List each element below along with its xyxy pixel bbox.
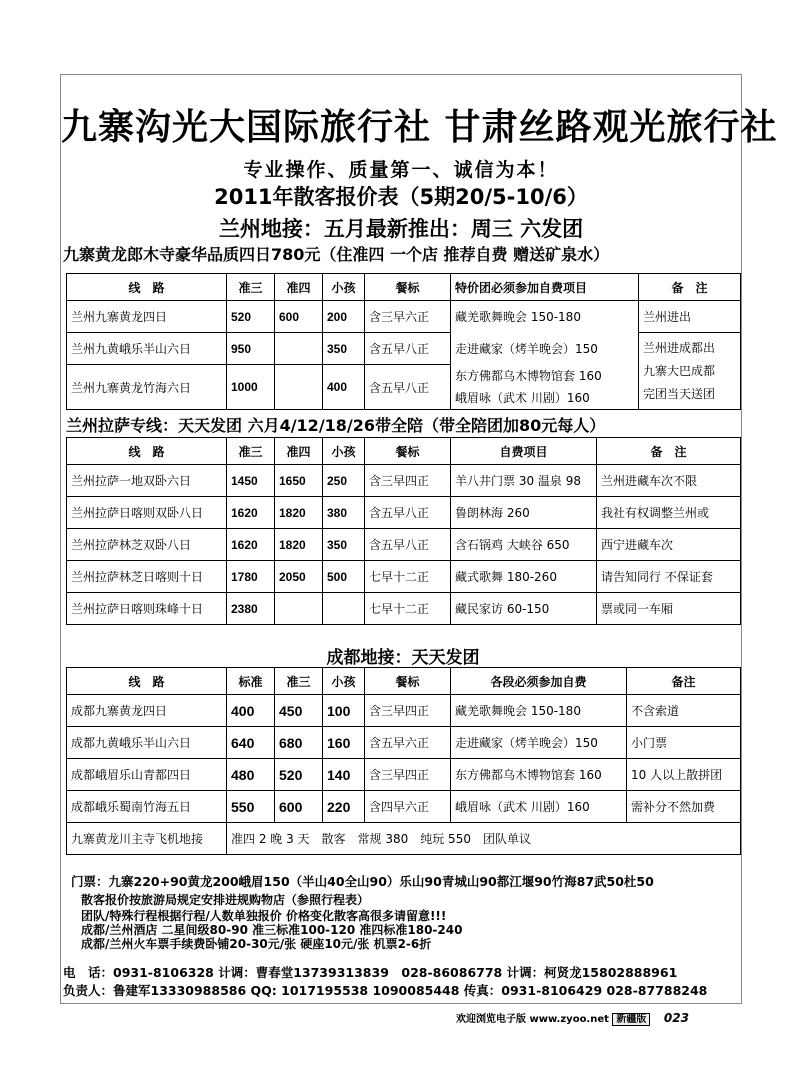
table-row xyxy=(67,529,741,561)
price-cell: 1620 xyxy=(227,497,275,529)
price-cell xyxy=(275,593,323,625)
col-header: 备 注 xyxy=(597,438,741,465)
col-header: 备注 xyxy=(627,668,741,695)
route-cell: 兰州九寨黄龙四日 xyxy=(67,301,227,333)
note-line: 散客报价按旅游局规定安排进规购物店（参照行程表） xyxy=(81,893,370,907)
note-line: 完团当天送团 xyxy=(643,387,716,401)
table-header-row xyxy=(67,274,741,301)
route-cell: 成都九黄峨乐半山六日 xyxy=(67,727,227,759)
note-line: 兰州进成都出 xyxy=(643,341,716,355)
extra-cell: 含石锅鸡 大峡谷 650 xyxy=(451,529,597,561)
note-cell: 请告知同行 不保证套 xyxy=(597,561,741,593)
price-cell xyxy=(275,333,323,365)
col-header: 准三 xyxy=(227,438,275,465)
col-header: 小孩 xyxy=(323,274,365,301)
meal-cell: 含五早八正 xyxy=(365,529,451,561)
note-line: 团队/特殊行程根据行程/人数单独报价 价格变化散客高很多请留意!!! xyxy=(81,909,447,923)
meal-cell: 含三早四正 xyxy=(365,759,451,791)
col-header: 线 路 xyxy=(67,274,227,301)
meal-cell: 含三早四正 xyxy=(365,465,451,497)
note-cell: 小门票 xyxy=(627,727,741,759)
meal-cell: 含五早六正 xyxy=(365,727,451,759)
table-row xyxy=(67,301,741,333)
route-cell: 成都峨眉乐山青都四日 xyxy=(67,759,227,791)
lanzhou-lhasa-table xyxy=(66,437,741,625)
lhasa-section-title: 兰州拉萨专线：天天发团 六月4/12/18/26带全陪（带全陪团加80元每人） xyxy=(66,416,606,435)
table-row xyxy=(67,823,741,855)
price-cell: 1780 xyxy=(227,561,275,593)
price-cell: 640 xyxy=(227,727,275,759)
extra-cell xyxy=(451,365,639,410)
route-cell: 成都九寨黄龙四日 xyxy=(67,695,227,727)
slogan: 专业操作、质量第一、诚信为本！ xyxy=(243,159,559,181)
extra-line: 东方佛都乌木博物馆套 160 xyxy=(455,368,602,383)
route-cell: 兰州九黄峨乐半山六日 xyxy=(67,333,227,365)
table-row xyxy=(67,333,741,365)
table-header-row xyxy=(67,668,741,695)
extra-cell: 羊八井门票 30 温泉 98 xyxy=(451,465,597,497)
col-header: 准四 xyxy=(275,274,323,301)
meal-cell: 含五早八正 xyxy=(365,365,451,410)
kid-price-cell: 380 xyxy=(323,497,365,529)
note-line: 成都/兰州酒店 二星间级80-90 准三标准100-120 准四标准180-240 xyxy=(81,923,463,937)
table-header-row xyxy=(67,438,741,465)
note-line: 成都/兰州火车票手续费卧铺20-30元/张 硬座10元/张 机票2-6折 xyxy=(81,937,432,951)
note-cell: 票或同一车厢 xyxy=(597,593,741,625)
kid-price-cell: 400 xyxy=(323,365,365,410)
page-footer xyxy=(456,1010,689,1025)
kid-price-cell: 220 xyxy=(323,791,365,823)
route-cell: 兰州拉萨林芝双卧八日 xyxy=(67,529,227,561)
extra-cell: 藏式歌舞 180-260 xyxy=(451,561,597,593)
extra-cell: 走进藏家（烤羊晚会）150 xyxy=(451,727,627,759)
meal-cell: 含三早六正 xyxy=(365,301,451,333)
note-cell: 兰州进出 xyxy=(639,301,741,333)
col-header: 餐标 xyxy=(365,668,451,695)
col-header: 特价团必须参加自费项目 xyxy=(451,274,639,301)
price-cell: 520 xyxy=(227,301,275,333)
website-text: 欢迎浏览电子版 www.zyoo.net xyxy=(456,1014,609,1025)
col-header: 准三 xyxy=(227,274,275,301)
price-cell: 1820 xyxy=(275,497,323,529)
meal-cell: 含四早六正 xyxy=(365,791,451,823)
price-cell: 1450 xyxy=(227,465,275,497)
extra-cell: 鲁朗林海 260 xyxy=(451,497,597,529)
price-cell: 2050 xyxy=(275,561,323,593)
note-cell: 需补分不然加费 xyxy=(627,791,741,823)
page-number: 023 xyxy=(663,1011,689,1025)
table-row xyxy=(67,465,741,497)
price-cell: 480 xyxy=(227,759,275,791)
route-cell: 兰州拉萨日喀则双卧八日 xyxy=(67,497,227,529)
price-table-title: 2011年散客报价表（5期20/5-10/6） xyxy=(214,185,588,209)
meal-cell: 含三早四正 xyxy=(365,695,451,727)
agency-title: 九寨沟光大国际旅行社 甘肃丝路观光旅行社 xyxy=(61,107,778,148)
table-row xyxy=(67,791,741,823)
table-row xyxy=(67,561,741,593)
route-cell: 兰州九寨黄龙竹海六日 xyxy=(67,365,227,410)
note-cell: 10 人以上散拼团 xyxy=(627,759,741,791)
meal-cell: 含五早八正 xyxy=(365,333,451,365)
price-cell: 680 xyxy=(275,727,323,759)
col-header: 餐标 xyxy=(365,274,451,301)
extra-cell: 东方佛都乌木博物馆套 160 xyxy=(451,759,627,791)
table-row xyxy=(67,759,741,791)
price-cell: 1650 xyxy=(275,465,323,497)
route-cell: 兰州拉萨日喀则珠峰十日 xyxy=(67,593,227,625)
table-row xyxy=(67,497,741,529)
route-cell: 成都峨乐蜀南竹海五日 xyxy=(67,791,227,823)
ticket-prices: 门票：九寨220+90黄龙200峨眉150（半山40全山90）乐山90青城山90都江堰90竹海87武50杜50 xyxy=(71,874,654,889)
route-cell: 兰州拉萨一地双卧六日 xyxy=(67,465,227,497)
note-cell: 兰州进藏车次不限 xyxy=(597,465,741,497)
extra-cell: 走进藏家（烤羊晚会）150 xyxy=(451,333,639,365)
meal-cell: 七早十二正 xyxy=(365,561,451,593)
col-header: 线 路 xyxy=(67,438,227,465)
col-header: 线 路 xyxy=(67,668,227,695)
col-header: 各段必须参加自费 xyxy=(451,668,627,695)
price-cell xyxy=(275,365,323,410)
price-cell: 1000 xyxy=(227,365,275,410)
phone-line: 电 话：0931-8106328 计调：曹春堂13739313839 028-86086778 计调：柯贤龙15802888961 xyxy=(63,965,678,980)
price-cell: 2380 xyxy=(227,593,275,625)
col-header: 准四 xyxy=(275,438,323,465)
kid-price-cell: 160 xyxy=(323,727,365,759)
extra-cell: 藏民家访 60-150 xyxy=(451,593,597,625)
kid-price-cell: 140 xyxy=(323,759,365,791)
col-header: 自费项目 xyxy=(451,438,597,465)
note-line: 九寨大巴成都 xyxy=(643,364,716,378)
chengdu-table xyxy=(66,667,741,855)
extra-cell: 藏羌歌舞晚会 150-180 xyxy=(451,695,627,727)
extra-cell: 峨眉咏（武术 川剧）160 xyxy=(451,791,627,823)
kid-price-cell: 350 xyxy=(323,333,365,365)
price-cell: 1820 xyxy=(275,529,323,561)
kid-price-cell: 250 xyxy=(323,465,365,497)
price-cell: 950 xyxy=(227,333,275,365)
col-header: 备 注 xyxy=(639,274,741,301)
kid-price-cell xyxy=(323,593,365,625)
route-cell: 九寨黄龙川主寺飞机地接 xyxy=(67,823,227,855)
col-header: 餐标 xyxy=(365,438,451,465)
price-cell: 600 xyxy=(275,791,323,823)
meal-cell: 含五早八正 xyxy=(365,497,451,529)
col-header: 小孩 xyxy=(323,438,365,465)
price-cell: 550 xyxy=(227,791,275,823)
col-header: 小孩 xyxy=(323,668,365,695)
table-row xyxy=(67,593,741,625)
edition-badge: 新疆版 xyxy=(612,1013,650,1026)
flight-desc-cell: 准四 2 晚 3 天 散客 常规 380 纯玩 550 团队单议 xyxy=(227,823,741,855)
note-cell: 西宁进藏车次 xyxy=(597,529,741,561)
chengdu-section-title: 成都地接：天天发团 xyxy=(326,648,480,668)
note-cell: 我社有权调整兰州或 xyxy=(597,497,741,529)
kid-price-cell: 100 xyxy=(323,695,365,727)
route-cell: 兰州拉萨林芝日喀则十日 xyxy=(67,561,227,593)
note-cell xyxy=(639,333,741,410)
price-cell: 400 xyxy=(227,695,275,727)
price-cell: 600 xyxy=(275,301,323,333)
lanzhou-jiuzhai-table xyxy=(66,273,741,410)
col-header: 标准 xyxy=(227,668,275,695)
featured-product: 九寨黄龙郎木寺豪华品质四日780元（住准四 一个店 推荐自费 赠送矿泉水） xyxy=(63,245,610,264)
extra-cell: 藏羌歌舞晚会 150-180 xyxy=(451,301,639,333)
contact-person-line: 负责人：鲁建军13330988586 QQ: 1017195538 1090085448 传真：0931-8106429 028-87788248 xyxy=(63,983,708,998)
table-row xyxy=(67,695,741,727)
price-cell: 520 xyxy=(275,759,323,791)
price-sheet xyxy=(60,74,778,1004)
price-cell: 1620 xyxy=(227,529,275,561)
col-header: 准三 xyxy=(275,668,323,695)
kid-price-cell: 500 xyxy=(323,561,365,593)
lanzhou-headline: 兰州地接：五月最新推出：周三 六发团 xyxy=(218,217,584,241)
kid-price-cell: 350 xyxy=(323,529,365,561)
price-cell: 450 xyxy=(275,695,323,727)
kid-price-cell: 200 xyxy=(323,301,365,333)
table-row xyxy=(67,727,741,759)
note-cell: 不含索道 xyxy=(627,695,741,727)
extra-line: 峨眉咏（武术 川剧）160 xyxy=(455,390,590,405)
meal-cell: 七早十二正 xyxy=(365,593,451,625)
